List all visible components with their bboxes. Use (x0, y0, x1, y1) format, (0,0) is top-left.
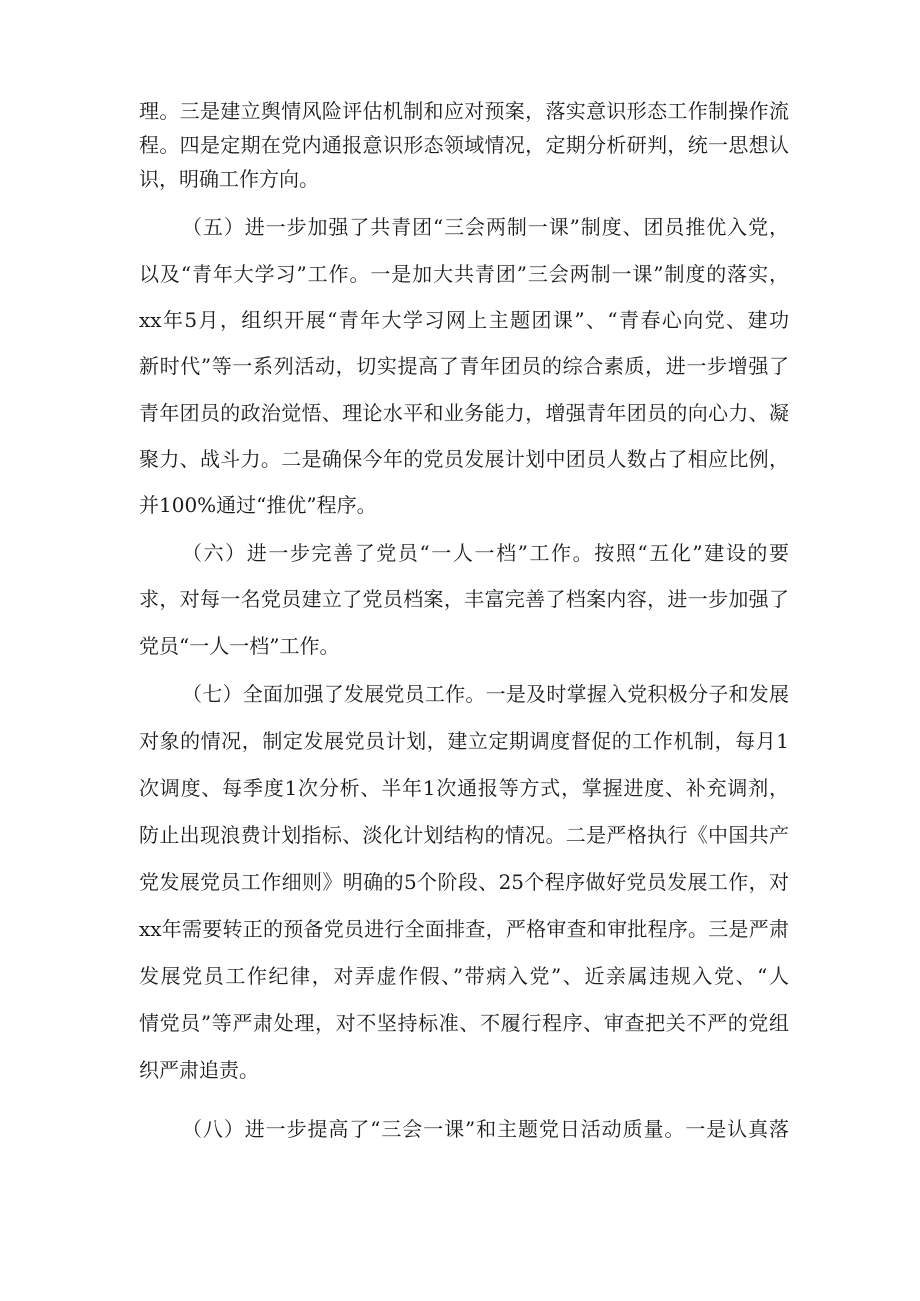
text-line: 防止出现浪费计划指标、淡化计划结构的情况。二是严格执行《中国共产 (139, 823, 789, 847)
text-line: 聚力、战斗力。二是确保今年的党员发展计划中团员人数占了相应比例， (139, 447, 789, 471)
text-line: 党发展党员工作细则》明确的5个阶段、25个程序做好党员发展工作，对 (139, 870, 789, 894)
text-line: xx年需要转正的预备党员进行全面排查，严格审查和审批程序。三是严肃 (139, 917, 789, 941)
text-line: 理。三是建立舆情风险评估机制和应对预案，落实意识形态工作制操作流 (139, 99, 789, 123)
text-line: 新时代”等一系列活动，切实提高了青年团员的综合素质，进一步增强了 (139, 354, 789, 378)
text-line: 对象的情况，制定发展党员计划，建立定期调度督促的工作机制，每月1 (139, 729, 789, 753)
paragraph-heading-8: （八）进一步提高了“三会一课”和主题党日活动质量。一是认真落 (182, 1117, 789, 1141)
text-line: 青年团员的政治觉悟、理论水平和业务能力，增强青年团员的向心力、凝 (139, 401, 789, 425)
paragraph-heading-5: （五）进一步加强了共青团“三会两制一课”制度、团员推优入党， (182, 215, 789, 239)
paragraph-heading-6: （六）进一步完善了党员“一人一档”工作。按照“五化”建设的要 (182, 541, 789, 565)
text-line: 次调度、每季度1次分析、半年1次通报等方式，掌握进度、补充调剂， (139, 776, 789, 800)
text-line: 情党员”等严肃处理，对不坚持标准、不履行程序、审查把关不严的党组 (139, 1011, 789, 1035)
text-line: 识，明确工作方向。 (139, 167, 319, 191)
paragraph-heading-7: （七）全面加强了发展党员工作。一是及时掌握入党积极分子和发展 (182, 682, 789, 706)
text-line: 发展党员工作纪律，对弄虚作假、”带病入党”、近亲属违规入党、“人 (139, 964, 789, 988)
text-line: 织严肃追责。 (139, 1058, 259, 1082)
text-line: 程。四是定期在党内通报意识形态领域情况，定期分析研判，统一思想认 (139, 133, 789, 157)
text-line: 党员“一人一档”工作。 (139, 634, 340, 658)
text-line: 并100%通过“推优”程序。 (139, 493, 377, 517)
text-line: 以及“青年大学习”工作。一是加大共青团”三会两制一课”制度的落实， (139, 262, 789, 286)
text-line: xx年5月，组织开展“青年大学习网上主题团课”、“青春心向党、建功 (139, 308, 789, 332)
text-line: 求，对每一名党员建立了党员档案，丰富完善了档案内容，进一步加强了 (139, 587, 789, 611)
